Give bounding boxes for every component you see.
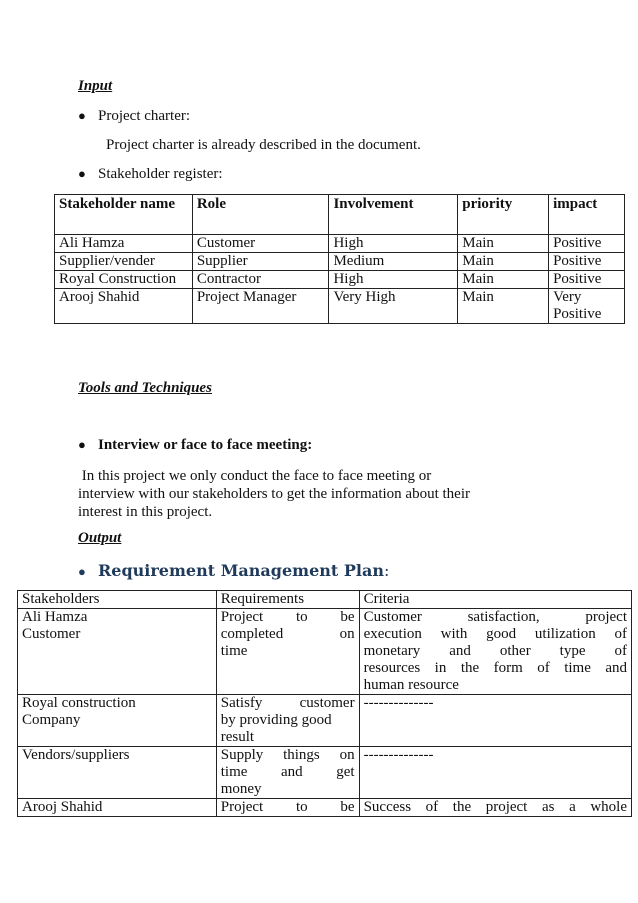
cell-role: Contractor (192, 271, 329, 289)
header-criteria: Criteria (359, 591, 631, 609)
table-row (18, 695, 632, 747)
cell-role: Customer (192, 235, 329, 253)
cell-requirement (216, 799, 359, 817)
cell-line: time and get (220, 764, 355, 780)
stakeholder-register-table (54, 194, 625, 324)
cell-priority: Main (458, 271, 549, 289)
table-row (55, 289, 625, 324)
bullet-label: Interview or face to face meeting: (98, 437, 313, 453)
paragraph-line: interview with our stakeholders to get the information about their (78, 486, 470, 502)
cell-criteria (359, 695, 631, 747)
header-stakeholders: Stakeholders (18, 591, 217, 609)
cell-stakeholder (18, 747, 217, 799)
table-row (18, 747, 632, 799)
bullet-project-charter (78, 108, 190, 125)
cell-line: Arooj Shahid (22, 799, 103, 815)
cell-line: -------------- (363, 747, 434, 763)
cell-impact: Positive (549, 235, 625, 253)
cell-impact: Very Positive (549, 289, 625, 324)
cell-line: Ali Hamza (22, 609, 88, 625)
cell-line: Customer satisfaction, project (363, 609, 627, 625)
cell-stakeholder: Ali Hamza (55, 235, 193, 253)
output-heading: Output (78, 530, 122, 546)
cell-priority: Main (458, 289, 549, 324)
bullet-interview (78, 437, 312, 454)
cell-stakeholder (18, 695, 217, 747)
cell-criteria (359, 799, 631, 817)
table-header-row (18, 591, 632, 609)
table-row (55, 253, 625, 271)
cell-involvement: High (329, 271, 458, 289)
cell-stakeholder: Royal Construction (55, 271, 193, 289)
cell-line: monetary and other type of (363, 643, 627, 659)
cell-line: money (220, 781, 262, 797)
cell-line: resources in the form of time and (363, 660, 627, 676)
bullet-label: Stakeholder register: (98, 166, 223, 182)
cell-involvement: Very High (329, 289, 458, 324)
bullet-dot-icon: ● (78, 437, 86, 452)
cell-line: Project to be (220, 799, 355, 815)
cell-line: Customer (22, 626, 81, 642)
charter-description: Project charter is already described in the document. (106, 137, 421, 153)
requirement-plan-title: Requirement Management Plan (98, 561, 384, 580)
requirement-management-table (17, 590, 632, 817)
cell-requirement (216, 695, 359, 747)
table-row (55, 235, 625, 253)
bullet-requirement-plan (78, 561, 389, 580)
cell-stakeholder: Arooj Shahid (55, 289, 193, 324)
cell-criteria (359, 609, 631, 695)
cell-priority: Main (458, 235, 549, 253)
paragraph-line: In this project we only conduct the face to face meeting or (78, 468, 432, 484)
cell-role: Project Manager (192, 289, 329, 324)
cell-impact: Positive (549, 271, 625, 289)
cell-line: Vendors/suppliers (22, 747, 130, 763)
header-impact: impact (549, 195, 625, 235)
cell-line: Royal construction (22, 695, 136, 711)
cell-line: Supply things on (220, 747, 355, 763)
bullet-stakeholder-register (78, 166, 223, 183)
bullet-dot-icon: ● (78, 564, 86, 579)
bullet-dot-icon: ● (78, 166, 86, 181)
cell-line: Project to be (220, 609, 355, 625)
cell-stakeholder: Supplier/vender (55, 253, 193, 271)
bullet-label: Project charter: (98, 108, 191, 124)
cell-stakeholder (18, 799, 217, 817)
cell-line: Company (22, 712, 81, 728)
cell-line: human resource (363, 677, 459, 693)
tools-heading: Tools and Techniques (78, 380, 212, 396)
cell-line: -------------- (363, 695, 434, 711)
header-role: Role (192, 195, 329, 235)
table-row (55, 271, 625, 289)
cell-line: completed on (220, 626, 355, 642)
cell-line: execution with good utilization of (363, 626, 627, 642)
cell-requirement (216, 609, 359, 695)
requirement-plan-colon: : (383, 561, 390, 580)
table-row (18, 609, 632, 695)
bullet-dot-icon: ● (78, 108, 86, 123)
header-priority: priority (458, 195, 549, 235)
cell-priority: Main (458, 253, 549, 271)
cell-line: time (220, 643, 248, 659)
cell-criteria (359, 747, 631, 799)
cell-requirement (216, 747, 359, 799)
header-involvement: Involvement (329, 195, 458, 235)
tools-paragraph (78, 467, 470, 521)
table-row (18, 799, 632, 817)
header-stakeholder-name: Stakeholder name (55, 195, 193, 235)
paragraph-line: interest in this project. (78, 504, 213, 520)
cell-line: by providing good (220, 712, 332, 728)
cell-line: Satisfy customer (220, 695, 355, 711)
cell-line: Success of the project as a whole (363, 799, 627, 815)
cell-line: result (220, 729, 255, 745)
cell-involvement: Medium (329, 253, 458, 271)
cell-impact: Positive (549, 253, 625, 271)
cell-role: Supplier (192, 253, 329, 271)
header-requirements: Requirements (216, 591, 359, 609)
cell-involvement: High (329, 235, 458, 253)
table-header-row (55, 195, 625, 235)
input-heading: Input (78, 78, 113, 94)
cell-stakeholder (18, 609, 217, 695)
